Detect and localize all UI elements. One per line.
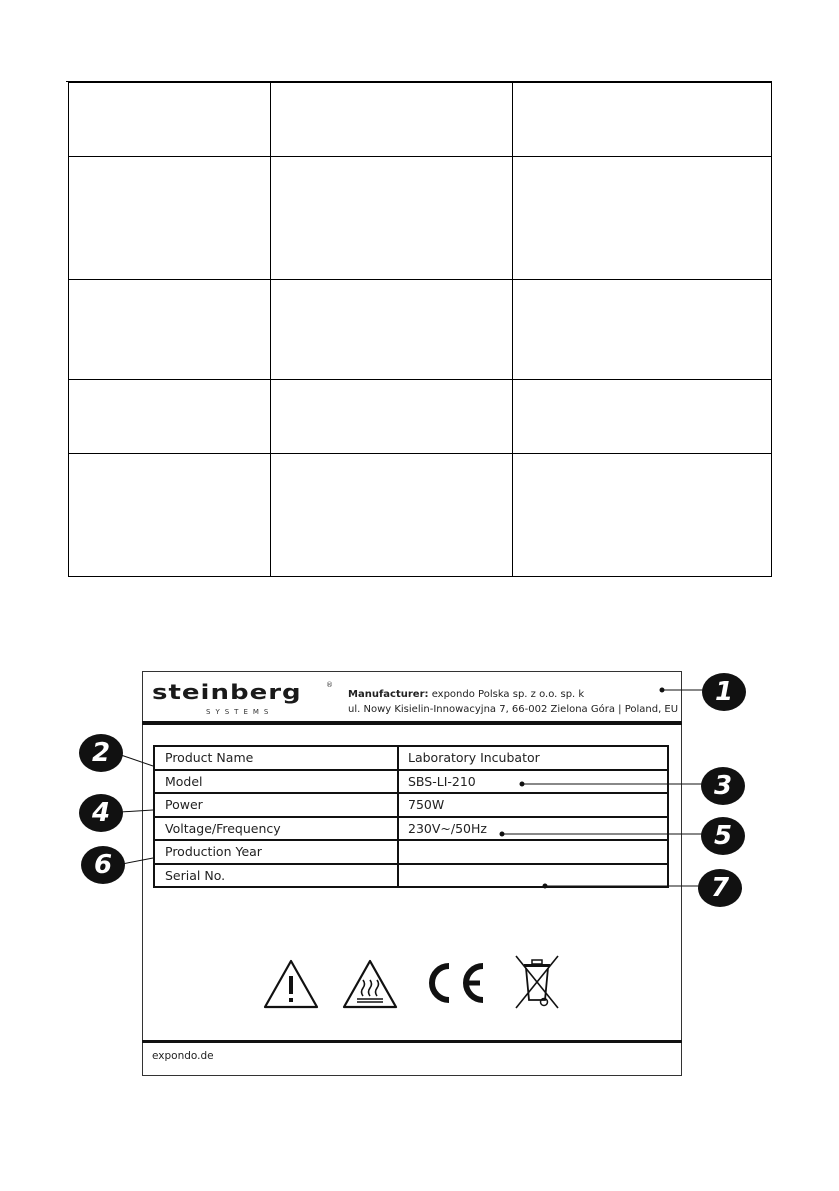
hot-surface-icon <box>341 958 399 1010</box>
table-cell <box>513 380 772 454</box>
footer-divider <box>142 1040 682 1043</box>
table-cell <box>69 380 271 454</box>
weee-bin-icon <box>512 952 562 1012</box>
warning-icon <box>262 958 320 1010</box>
spec-table <box>153 745 669 888</box>
table-row <box>154 864 668 888</box>
spec-value <box>398 840 668 864</box>
spec-value: SBS-LI-210 <box>398 770 668 794</box>
table-row <box>154 840 668 864</box>
table-cell <box>69 454 271 577</box>
spec-key: Serial No. <box>154 864 398 888</box>
callout-number: 1 <box>714 677 734 707</box>
empty-table <box>68 82 772 577</box>
manufacturer-address: ul. Nowy Kisielin-Innowacyjna 7, 66-002 Zielona Góra | Poland, EU <box>348 704 679 715</box>
callout-1 <box>701 672 747 712</box>
callout-number: 3 <box>713 771 733 801</box>
callout-number: 5 <box>713 821 733 851</box>
manufacturer-label: Manufacturer: <box>348 689 429 700</box>
table-cell <box>513 83 772 157</box>
header-divider <box>142 721 682 725</box>
callout-number: 6 <box>93 850 113 880</box>
table-cell <box>69 157 271 280</box>
spec-value: 750W <box>398 793 668 817</box>
table-row <box>154 793 668 817</box>
ce-mark-icon <box>420 960 488 1006</box>
footer-url: expondo.de <box>152 1050 214 1062</box>
table-row <box>154 770 668 794</box>
callout-number: 2 <box>91 738 111 768</box>
spec-key: Voltage/Frequency <box>154 817 398 841</box>
table-cell <box>271 83 513 157</box>
spec-key: Production Year <box>154 840 398 864</box>
table-cell <box>69 83 271 157</box>
callout-4 <box>78 793 124 833</box>
table-row <box>154 817 668 841</box>
spec-value: 230V~/50Hz <box>398 817 668 841</box>
callout-number: 7 <box>710 873 730 903</box>
callout-5 <box>700 816 746 856</box>
table-cell <box>271 157 513 280</box>
spec-value: Laboratory Incubator <box>398 746 668 770</box>
spec-key: Product Name <box>154 746 398 770</box>
table-cell <box>513 280 772 380</box>
logo-subtitle: SYSTEMS <box>206 708 274 716</box>
table-cell <box>271 280 513 380</box>
table-cell <box>271 380 513 454</box>
table-cell <box>69 280 271 380</box>
table-cell <box>513 454 772 577</box>
manufacturer-info <box>348 687 678 717</box>
table-cell <box>271 454 513 577</box>
manufacturer-name: expondo Polska sp. z o.o. sp. k <box>428 689 585 700</box>
registered-mark: ® <box>326 681 333 689</box>
callout-3 <box>700 766 746 806</box>
callout-number: 4 <box>91 798 111 828</box>
spec-key: Model <box>154 770 398 794</box>
callout-6 <box>80 845 126 885</box>
logo-wordmark: steinberg <box>152 681 302 705</box>
callout-7 <box>697 868 743 908</box>
brand-logo <box>152 679 332 719</box>
callout-2 <box>78 733 124 773</box>
table-cell <box>513 157 772 280</box>
spec-value <box>398 864 668 888</box>
spec-key: Power <box>154 793 398 817</box>
table-row <box>154 746 668 770</box>
